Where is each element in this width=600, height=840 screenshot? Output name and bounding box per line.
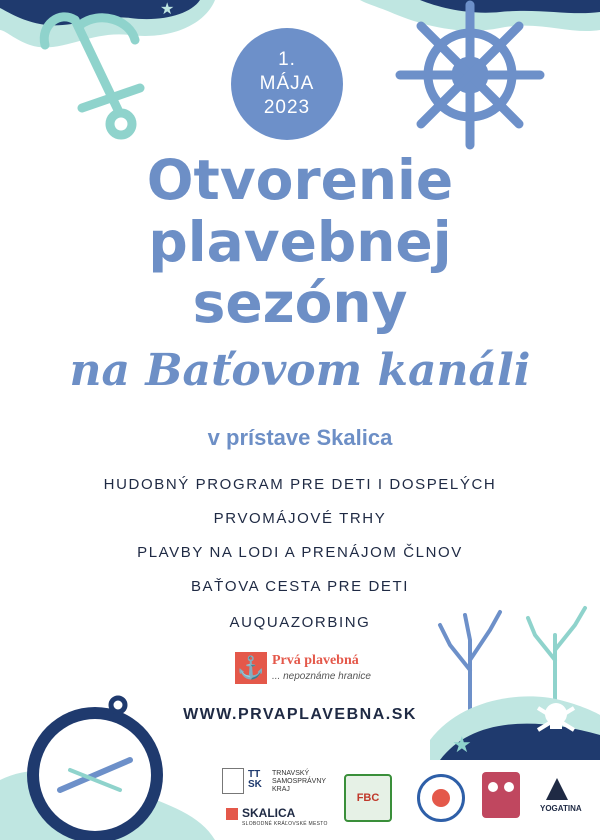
svg-text:★: ★ [452, 732, 472, 757]
title-line-2: plavebnej [148, 210, 452, 274]
subtitle: v prístave Skalica [207, 425, 393, 450]
organizer-tagline: ... nepoznáme hranice [272, 671, 371, 682]
date-badge [231, 28, 343, 140]
ttsk-abbr-2: SK [248, 779, 262, 790]
skalica-sub: SLOBODNÉ KRÁĽOVSKÉ MESTO [242, 821, 328, 827]
program-item: PRVOMÁJOVÉ TRHY [213, 510, 387, 527]
program-item: BAŤOVA CESTA PRE DETI [190, 578, 410, 595]
ttsk-name: TRNAVSKÝ SAMOSPRÁVNY KRAJ [272, 770, 326, 793]
svg-text:★: ★ [160, 1, 175, 18]
date-month: MÁJA [259, 73, 315, 94]
owl-logo-icon [482, 772, 520, 818]
title-line-3: sezóny [192, 271, 408, 335]
fbc-logo: FBC [344, 774, 392, 822]
program-item: AUQUAZORBING [229, 614, 371, 631]
skalica-logo: SKALICA [242, 806, 296, 820]
program-item: PLAVBY NA LODI A PRENÁJOM ČLNOV [137, 544, 463, 561]
website-link[interactable]: WWW.PRVAPLAVEBNA.SK [183, 706, 417, 723]
organizer-name: Prvá plavebná [272, 653, 359, 668]
kanal-logo-icon [417, 774, 465, 822]
ttsk-crest-icon [222, 768, 244, 794]
script-title: na Baťovom kanáli [69, 345, 531, 396]
title-line-1: Otvorenie [146, 148, 454, 212]
anchor-logo-icon: ⚓ [235, 652, 267, 684]
program-item: HUDOBNÝ PROGRAM PRE DETI I DOSPELÝCH [103, 476, 497, 493]
yoga-figure-icon [546, 778, 568, 800]
skalica-flag-icon [226, 808, 238, 820]
ttsk-logo [248, 770, 262, 790]
yogatina-logo: YOGATINA [540, 804, 582, 813]
ship-wheel-icon [400, 5, 540, 145]
date-day: 1. [278, 49, 296, 70]
date-year: 2023 [263, 97, 311, 118]
ttsk-abbr-1: TT [248, 769, 261, 780]
